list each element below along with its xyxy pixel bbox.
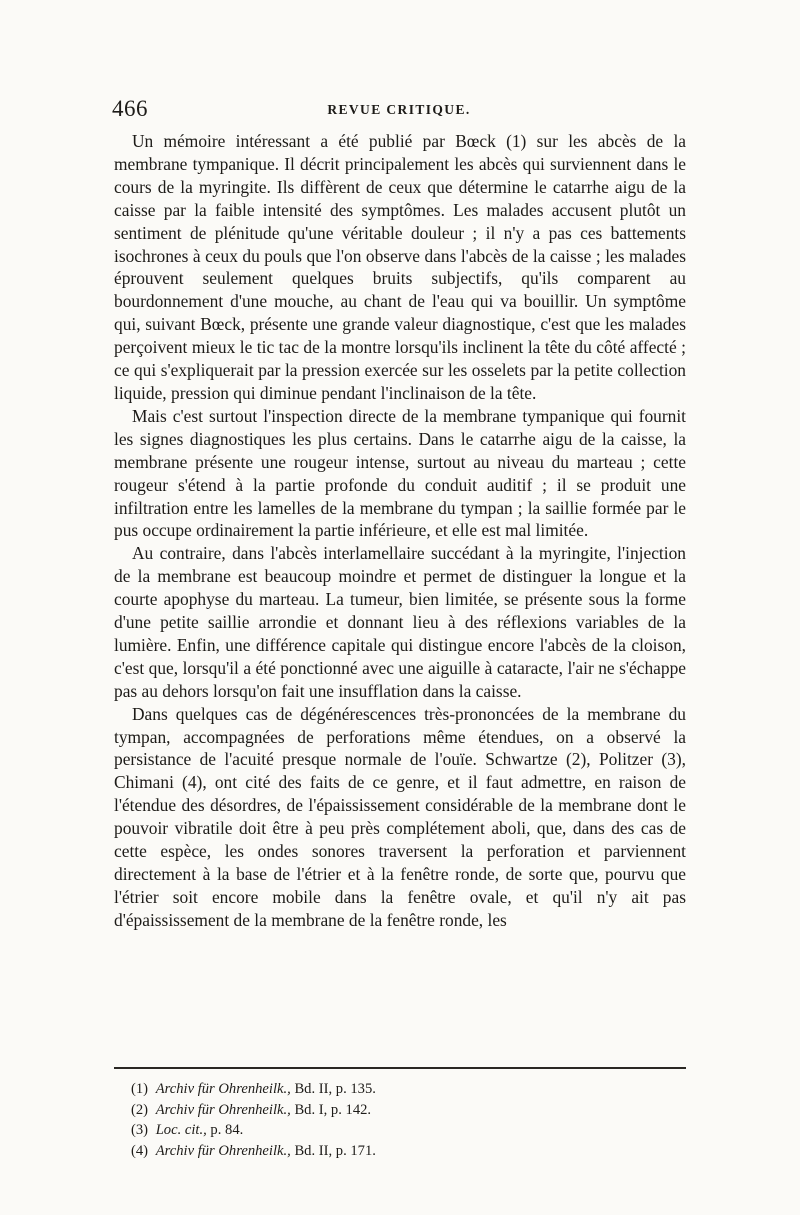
footnote-journal: Archiv für Ohrenheilk., [155,1101,291,1118]
footnote-divider [114,1067,686,1069]
footnote-number: (1) [131,1081,149,1097]
footnote-reference: p. 84. [210,1122,244,1139]
paragraph: Dans quelques cas de dégénérescences très-prononcées de la membrane du tympan, accompagnées de perforations même étendues, on a observé la persistance de l'acuité presque normale de l'ouïe. Schwartze (2), Politzer (3), Chimani (4), ont cité des faits de ce genre, et il faut admettre, en raison de l'étendue des désordres, de l'épaississement considérable de la membrane dont le pouvoir vibratile doit être à peu près complétement aboli, que, dans des cas de cette espèce, les ondes sonores traversent la perforation et parviennent directement à la base de l'étrier et à la fenêtre ronde, de sorte que, pourvu que l'étrier soit encore mobile dans la fenêtre ovale, et qu'il n'y ait pas d'épaississement de la membrane de la fenêtre ronde, les [114,703,686,930]
footnote-reference: Bd. II, p. 171. [294,1142,376,1159]
footnote-number: (4) [131,1142,149,1159]
footnote-journal: Archiv für Ohrenheilk., [155,1142,291,1159]
body-text [114,130,686,932]
footnote-journal: Loc. cit., [155,1122,207,1139]
footnote-reference: Bd. II, p. 135. [294,1081,376,1097]
footnote [131,1100,671,1121]
paragraph: Au contraire, dans l'abcès interlamellaire succédant à la myringite, l'injection de la membrane est beaucoup moindre et permet de distinguer la longue et la courte apophyse du marteau. La tumeur, bien limitée, se présente sous la forme d'une petite saillie arrondie et donnant lieu à des réflexions variables de la lumière. Enfin, une différence capitale qui distingue encore l'abcès de la cloison, c'est que, lorsqu'il a été ponctionné avec une aiguille à cataracte, l'air ne s'échappe pas au dehors lorsqu'on fait une insufflation dans la caisse. [114,543,686,701]
page-number: 466 [112,96,148,121]
paragraph: Mais c'est surtout l'inspection directe de la membrane tympanique qui fournit les signes diagnostiques les plus certains. Dans le catarrhe aigu de la caisse, la membrane présente une rougeur intense, surtout au niveau du marteau ; cette rougeur s'étend à la partie profonde du conduit auditif ; il se produit une infiltration entre les lamelles de la membrane du tympan ; la saillie formée par le pus occupe ordinairement la partie inférieure, et elle est mal limitée. [114,405,686,541]
footnote-journal: Archiv für Ohrenheilk., [155,1081,291,1097]
running-head: REVUE CRITIQUE. [327,102,471,117]
footnote-number: (2) [131,1101,149,1118]
page-header [112,96,686,124]
paragraph: Un mémoire intéressant a été publié par Bœck (1) sur les abcès de la membrane tympanique. Il décrit principalement les abcès qui surviennent dans le cours de la myringite. Ils diffèrent de ceux que détermine le catarrhe aigu de la caisse par la faible intensité des symptômes. Les malades accusent plutôt un sentiment de plénitude qu'une véritable douleur ; il n'y a pas ces battements isochrones à ceux du pouls que l'on observe dans l'abcès de la caisse ; les malades éprouvent seulement quelques bruits subjectifs, qu'ils comparent au bourdonnement d'une mouche, au chant de l'eau qui va bouillir. Un symptôme qui, suivant Bœck, présente une grande valeur diagnostique, c'est que les malades perçoivent mieux le tic tac de la montre lorsqu'ils inclinent la tête du côté affecté ; ce qui s'expliquerait par la pression exercée sur les osselets par la petite collection liquide, pression qui diminue pendant l'inclinaison de la tête. [114,131,686,403]
footnote-number: (3) [131,1122,149,1139]
footnote-reference: Bd. I, p. 142. [294,1101,372,1118]
footnotes [131,1079,671,1161]
footnote [131,1120,671,1141]
footnote [131,1079,671,1100]
footnote [131,1141,671,1162]
